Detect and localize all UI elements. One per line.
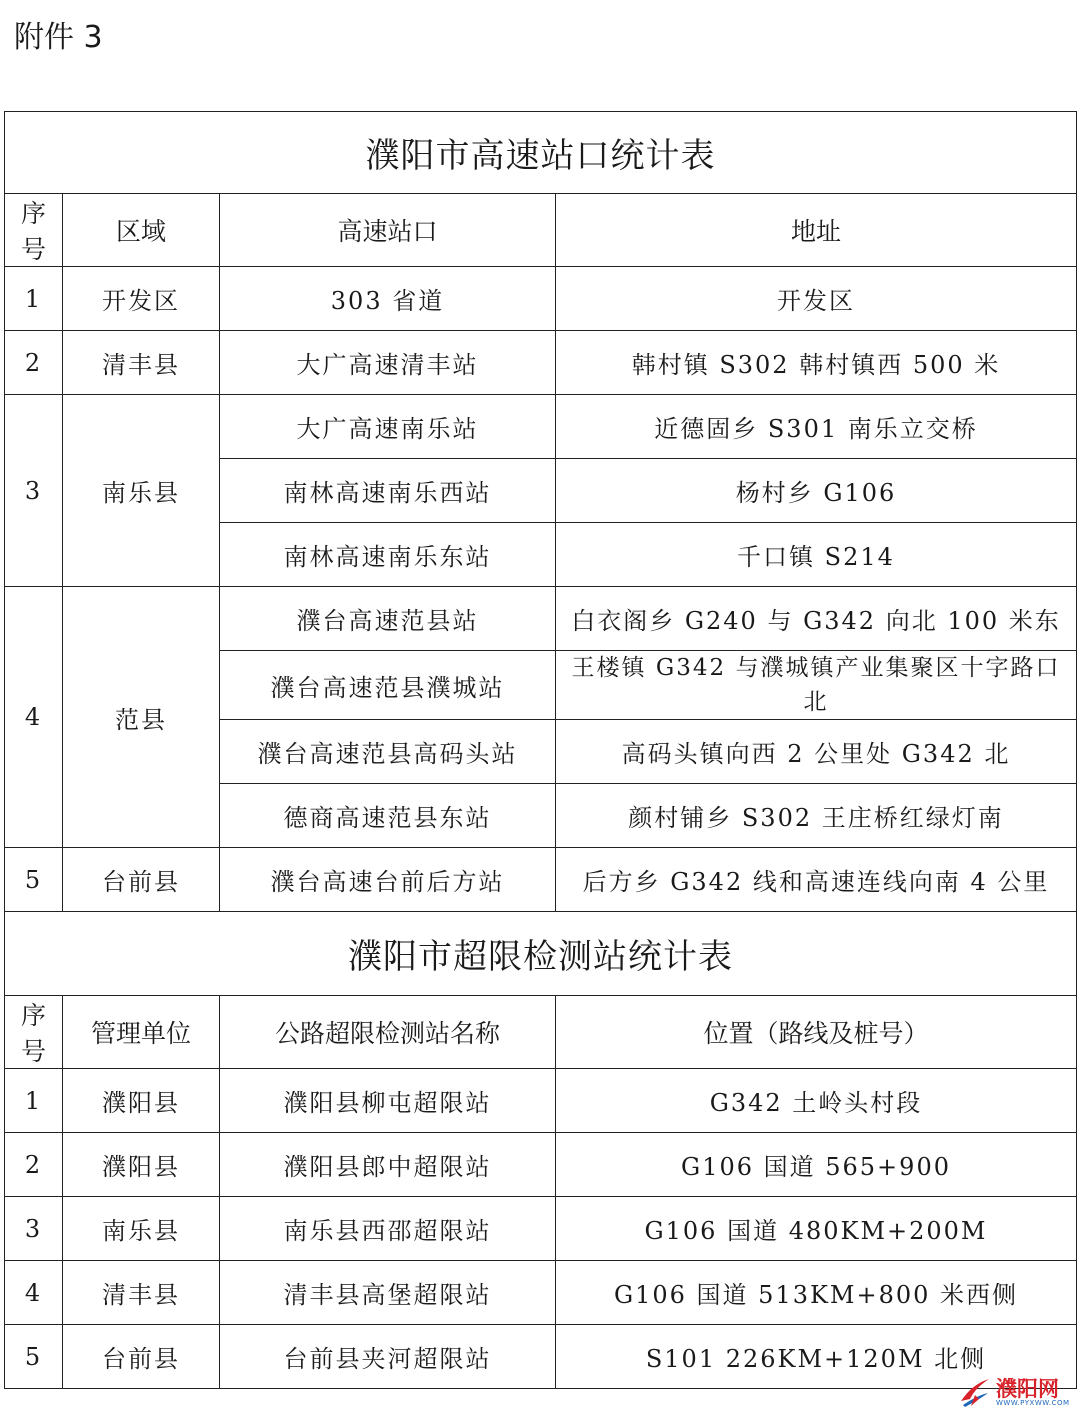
row-no: 5 (5, 848, 63, 912)
watermark-name: 濮阳网 (996, 1377, 1059, 1401)
table-row (5, 1197, 1077, 1261)
table2-header-location: 位置（路线及桩号） (556, 996, 1077, 1069)
table-row (5, 267, 1077, 331)
watermark-text (996, 1377, 1070, 1407)
row-no: 1 (5, 1069, 63, 1133)
swoosh-logo-icon (958, 1375, 992, 1409)
table-row (5, 1261, 1077, 1325)
table1-header-station: 高速站口 (220, 194, 556, 267)
table-row (5, 1069, 1077, 1133)
table-row (5, 1133, 1077, 1197)
row-location: G106 国道 513KM+800 米西侧 (556, 1261, 1077, 1325)
table1-header-no: 序号 (5, 194, 63, 267)
table2-title-row (5, 912, 1077, 996)
table1-header-region: 区域 (63, 194, 220, 267)
row-station: 濮台高速范县站 (220, 587, 556, 651)
row-address: 后方乡 G342 线和高速连线向南 4 公里 (556, 848, 1077, 912)
row-no: 3 (5, 395, 63, 587)
table1-header-address: 地址 (556, 194, 1077, 267)
row-no: 3 (5, 1197, 63, 1261)
row-name: 濮阳县柳屯超限站 (220, 1069, 556, 1133)
row-unit: 南乐县 (63, 1197, 220, 1261)
row-station: 大广高速南乐站 (220, 395, 556, 459)
row-address: 韩村镇 S302 韩村镇西 500 米 (556, 331, 1077, 395)
row-name: 清丰县高堡超限站 (220, 1261, 556, 1325)
row-no: 2 (5, 331, 63, 395)
row-address: 颜村铺乡 S302 王庄桥红绿灯南 (556, 784, 1077, 848)
row-station: 濮台高速范县高码头站 (220, 720, 556, 784)
row-station: 濮台高速台前后方站 (220, 848, 556, 912)
row-address: 千口镇 S214 (556, 523, 1077, 587)
row-unit: 濮阳县 (63, 1069, 220, 1133)
table1-title-row (5, 112, 1077, 194)
table-row (5, 848, 1077, 912)
row-station: 南林高速南乐西站 (220, 459, 556, 523)
row-name: 濮阳县郎中超限站 (220, 1133, 556, 1197)
row-address: 杨村乡 G106 (556, 459, 1077, 523)
row-station: 德商高速范县东站 (220, 784, 556, 848)
row-location: G106 国道 565+900 (556, 1133, 1077, 1197)
row-no: 1 (5, 267, 63, 331)
row-address: 王楼镇 G342 与濮城镇产业集聚区十字路口北 (556, 651, 1077, 720)
table1-header-row (5, 194, 1077, 267)
row-unit: 台前县 (63, 1325, 220, 1389)
row-station: 303 省道 (220, 267, 556, 331)
row-station: 大广高速清丰站 (220, 331, 556, 395)
table2-header-row (5, 996, 1077, 1069)
row-no: 4 (5, 1261, 63, 1325)
row-station: 南林高速南乐东站 (220, 523, 556, 587)
row-region: 南乐县 (63, 395, 220, 587)
table1-title: 濮阳市高速站口统计表 (5, 112, 1077, 194)
row-address: 近德固乡 S301 南乐立交桥 (556, 395, 1077, 459)
row-station: 濮台高速范县濮城站 (220, 651, 556, 720)
watermark-url: WWW.PYXWW.COM (996, 1399, 1070, 1407)
row-address: 白衣阁乡 G240 与 G342 向北 100 米东 (556, 587, 1077, 651)
row-region: 台前县 (63, 848, 220, 912)
row-region: 开发区 (63, 267, 220, 331)
attachment-label: 附件 3 (14, 20, 103, 55)
row-region: 清丰县 (63, 331, 220, 395)
row-location: G342 土岭头村段 (556, 1069, 1077, 1133)
table-row (5, 331, 1077, 395)
row-name: 南乐县西邵超限站 (220, 1197, 556, 1261)
row-name: 台前县夹河超限站 (220, 1325, 556, 1389)
table2-header-unit: 管理单位 (63, 996, 220, 1069)
table2-header-no: 序号 (5, 996, 63, 1069)
table2-header-name: 公路超限检测站名称 (220, 996, 556, 1069)
row-unit: 濮阳县 (63, 1133, 220, 1197)
row-region: 范县 (63, 587, 220, 848)
table2-title: 濮阳市超限检测站统计表 (5, 912, 1077, 996)
row-no: 4 (5, 587, 63, 848)
row-no: 2 (5, 1133, 63, 1197)
station-tables (4, 111, 1077, 1389)
row-address: 高码头镇向西 2 公里处 G342 北 (556, 720, 1077, 784)
row-address: 开发区 (556, 267, 1077, 331)
watermark-logo (958, 1372, 1070, 1412)
table-row (5, 1325, 1077, 1389)
row-unit: 清丰县 (63, 1261, 220, 1325)
table-row (5, 587, 1077, 651)
table-row (5, 395, 1077, 459)
row-location: G106 国道 480KM+200M (556, 1197, 1077, 1261)
row-no: 5 (5, 1325, 63, 1389)
row-location: S101 226KM+120M 北侧 (556, 1325, 1077, 1389)
